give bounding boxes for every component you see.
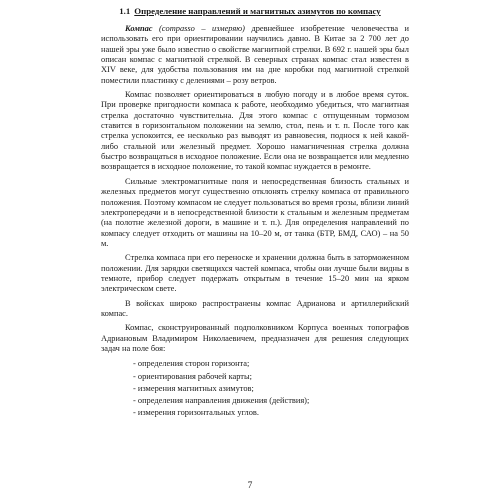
section-title: Определение направлений и магнитных азимутов по компасу [134, 6, 381, 16]
body-text [101, 24, 409, 419]
section-heading [60, 6, 440, 17]
paragraph-compass-check: Компас позволяет ориентироваться в любую погоду и в любое время суток. При проверке пригодности компаса к работе, необходимо убедиться, что магнитная стрелка достаточно чувствительна. Для этого компас с отпущенным тормозом ставится в горизонтальном положении на землю, стол, пень и т. п. После того как стрелка успокоится, ее несколько раз выводят из равновесия, поднося к ней какой-либо стальной или железный предмет. Хорошо намагниченная стрелка должна быстро возвращаться в исходное положение. Если она не возвращается или медленно возвращается в исходное положение, то такой компас нуждается в ремонте. [101, 90, 409, 172]
term-etymology: (compasso – измеряю) [159, 24, 245, 33]
paragraph-storage: Стрелка компаса при его переноске и хранении должна быть в заторможенном положении. Для зарядки светящихся частей компаса, чтобы они лучше были видны в темноте, прибор следует подержать открытым в течение 15–20 мин на ярком электрическом свете. [101, 253, 409, 294]
paragraph-compass-history [101, 24, 409, 86]
paragraph-interference: Сильные электромагнитные поля и непосредственная близость стальных и железных предметов могут существенно отклонять стрелку компаса от правильного положения. Поэтому компасом не следует пользоваться во время грозы, вблизи линий электропередачи и в непосредственной близости к стальным и железным предметам (на полотне железной дороги, в машине и т. п.). Для определения направлений по компасу следует отходить от машины на 10–20 м, от танка (БТР, БМД, САО) – на 50 м. [101, 176, 409, 248]
paragraph-adrianov-purpose: Компас, сконструированный подполковником Корпуса военных топографов Адриановым Владимиром Николаевичем, предназначен для решения следующих задач на поле боя: [101, 323, 409, 353]
task-list [101, 358, 409, 419]
list-item: - определения сторон горизонта; [133, 359, 250, 369]
list-item: - измерения горизонтальных углов. [133, 408, 259, 418]
list-item: - ориентирования рабочей карты; [133, 371, 252, 381]
page-number: 7 [247, 481, 253, 491]
section-number: 1.1 [119, 6, 131, 16]
paragraph-compass-types: В войсках широко распространены компас Адрианова и артиллерийский компас. [101, 298, 409, 318]
term-compass: Компас [125, 24, 153, 33]
list-item: - измерения магнитных азимутов; [133, 383, 254, 393]
paragraph-text: древнейшее изобретение человечества и использовать его при ориентировании научились давно. В Китае за 2 700 лет до нашей эры уже было известно о свойстве магнитной стрелки. В 692 г. нашей эры был описан компас с магнитной стрелкой. В северных странах компас стал известен в XIV веке, для удобства пользования им на дне коробки под магнитной стрелкой поместили пластинку с делениями – розу ветров. [101, 24, 410, 85]
list-item: - определения направления движения (действия); [133, 395, 310, 405]
